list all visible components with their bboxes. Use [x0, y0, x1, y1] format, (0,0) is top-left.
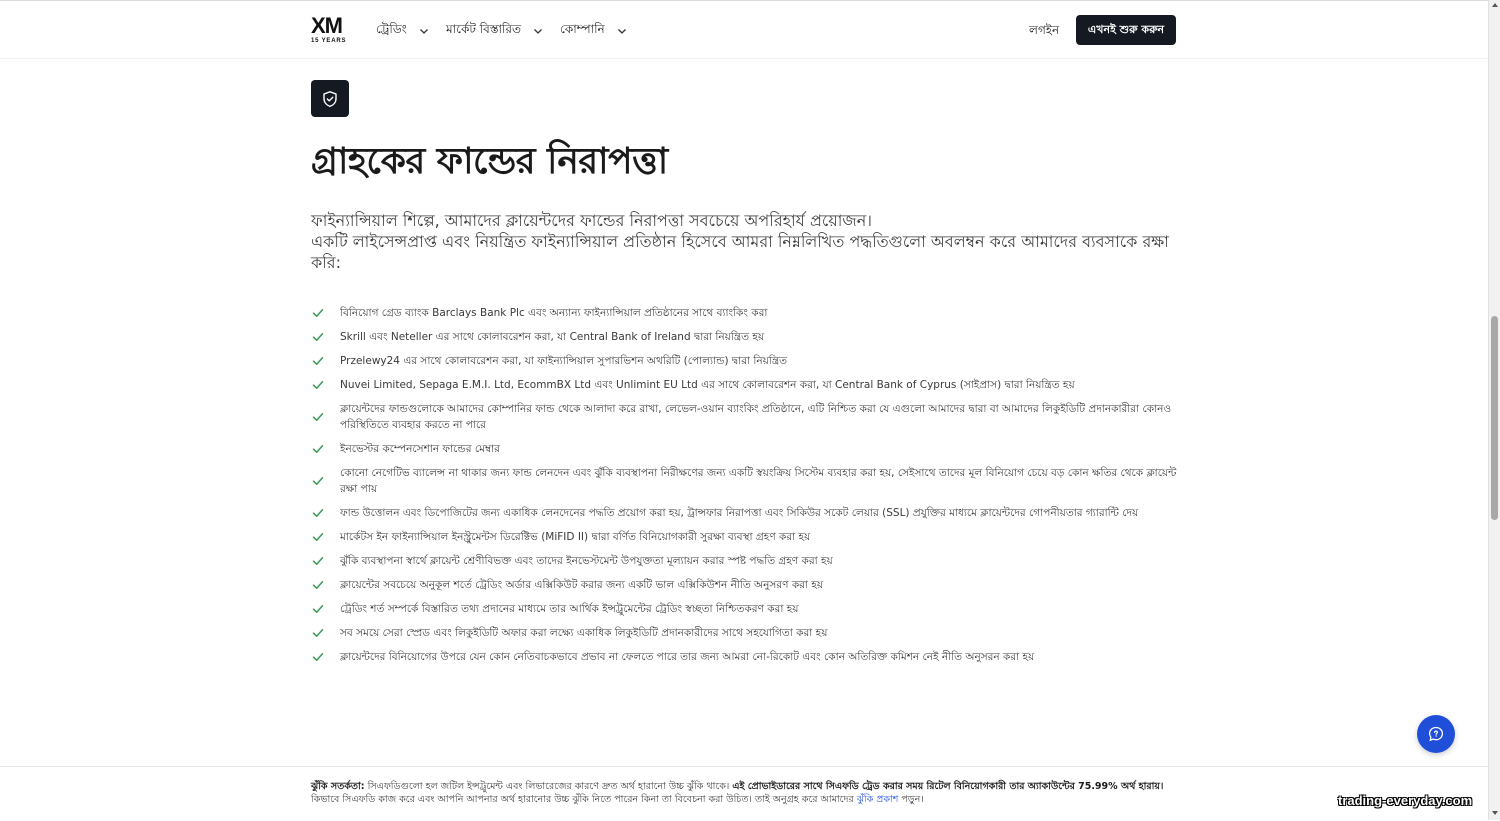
check-icon: [311, 650, 325, 664]
list-item: [311, 465, 1181, 497]
list-item: [311, 505, 1181, 521]
list-item-text: ক্লায়েন্টদের ফান্ডগুলোকে আমাদের কোম্পানির ফান্ড থেকে আলাদা করে রাখা, লেভেল-ওয়ান ব্যাংকিং প্রতিষ্ঠানে, এটি নিশ্চিত করা যে এগুলো আমাদের দ্বারা বা আমাদের লিকুইডিটি প্রদানকারীরা কোনও পরিস্থিতিতে ব্যবহার করতে না পারে: [340, 403, 1172, 431]
chevron-down-icon: [533, 26, 543, 36]
chevron-down-icon: [617, 26, 627, 36]
logo-mark: XM: [311, 13, 342, 38]
nav-company[interactable]: [560, 22, 627, 40]
risk-text-part: কিভাবে সিএফডি কাজ করে এবং আপনি আপনার অর্থ হারানোর উচ্চ ঝুঁকি নিতে পারেন কিনা তা বিবেচনা করা উচিত। তাই অনুগ্রহ করে আমাদের: [311, 794, 857, 805]
risk-text-part: পড়ুন।: [898, 794, 924, 805]
nav-company-label: কোম্পানি: [560, 22, 605, 36]
list-item: [311, 441, 1181, 457]
list-item: [311, 649, 1181, 665]
list-item: [311, 625, 1181, 641]
list-item: [311, 377, 1181, 393]
list-item: [311, 601, 1181, 617]
scroll-down-icon[interactable]: [1492, 811, 1498, 815]
nav-market-details-label: মার্কেট বিস্তারিত: [446, 22, 521, 36]
list-item-text: মার্কেটস ইন ফাইন্যান্সিয়াল ইনস্ট্রুমেন্টস ডিরেক্টিভ (MiFID II) দ্বারা বর্ণিত বিনিয়োগকারী সুরক্ষা ব্যবস্থা গ্রহণ করা হয়: [340, 531, 811, 543]
risk-disclosure-link[interactable]: ঝুঁকি প্রকাশ: [856, 794, 899, 805]
list-item-text: Skrill এবং Neteller এর সাথে কোলাবরেশন করা, যা Central Bank of Ireland দ্বারা নিয়ন্ত্রিত হয়: [340, 331, 765, 343]
list-item: [311, 553, 1181, 569]
list-item-text: ক্লায়েন্টের সবচেয়ে অনুকূল শর্তে ট্রেডিং অর্ডার এক্সিকিউট করার জন্য একটি ভাল এক্সিকিউশন নীতি অনুসরণ করা হয়: [340, 579, 824, 591]
check-icon: [311, 602, 325, 616]
list-item-text: ফান্ড উত্তোলন এবং ডিপোজিটের জন্য একাধিক লেনদেনের পদ্ধতি প্রয়োগ করা হয়, ট্রান্সফার নিরাপত্তা এবং সিকিউর সকেট লেয়ার (SSL) প্রযুক্তির মাধ্যমে ক্লায়েন্টদের গোপনীয়তার গ্যারান্টি দেয়: [340, 507, 1139, 519]
list-item-text: ক্লায়েন্টদের বিনিয়োগের উপরে যেন কোন নেতিবাচকভাবে প্রভাব না ফেলতে পারে তার জন্য আমরা নো-রিকোট এবং কোন অতিরিক্ত কমিশন নেই নীতি অনুসরন করা হয়: [340, 651, 1035, 663]
check-icon: [311, 410, 325, 424]
check-icon: [311, 554, 325, 568]
check-icon: [311, 442, 325, 456]
check-icon: [311, 626, 325, 640]
intro-paragraph: ফাইন্যান্সিয়াল শিল্পে, আমাদের ক্লায়েন্টদের ফান্ডের নিরাপত্তা সবচেয়ে অপরিহার্য প্রয়োজন।: [311, 211, 873, 230]
list-item: [311, 529, 1181, 545]
check-icon: [311, 530, 325, 544]
list-item-text: কোনো নেগেটিভ ব্যালেন্স না থাকার জন্য ফান্ড লেনদেন এবং ঝুঁকি ব্যবস্থাপনা নিরীক্ষণের জন্য একটি স্বয়ংক্রিয় সিস্টেম ব্যবহার করা হয়, সেইসাথে তাদের মূল বিনিয়োগ চেয়ে বড় কোন ক্ষতির থেকে ক্লায়েন্ট রক্ষা পায়: [340, 467, 1177, 495]
scroll-up-icon[interactable]: [1492, 3, 1498, 7]
protection-feature-list: [311, 305, 1181, 673]
list-item: [311, 305, 1181, 321]
check-icon: [311, 506, 325, 520]
list-item-text: ঝুঁকি ব্যবস্থাপনা স্বার্থে ক্লায়েন্ট শ্রেণীবিভক্ত এবং তাদের ইনভেস্টমেন্ট উপযুক্ততা মূল্যায়ন করার স্পষ্ট পদ্ধতি গ্রহণ করা হয়: [340, 555, 833, 567]
list-item: [311, 401, 1181, 433]
list-item-text: ট্রেডিং শর্ত সম্পর্কে বিস্তারিত তথ্য প্রদানের মাধ্যমে তার আর্থিক ইন্সট্রুমেন্টের ট্রেডিং স্বচ্ছতা নিশ্চিতকরণ করা হয়: [340, 603, 799, 615]
start-now-button[interactable]: এখনই শুরু করুন: [1076, 15, 1176, 45]
list-item: [311, 329, 1181, 345]
intro-paragraph: একটি লাইসেন্সপ্রাপ্ত এবং নিয়ন্ত্রিত ফাইন্যান্সিয়াল প্রতিষ্ঠান হিসেবে আমরা নিম্নলিখিত পদ্ধতিগুলো অবলম্বন করে আমাদের ব্যবসাকে রক্ষা করি:: [311, 232, 1169, 272]
list-item: [311, 577, 1181, 593]
check-icon: [311, 330, 325, 344]
nav-market-details[interactable]: [446, 22, 543, 40]
risk-text-part: সিএফডিগুলো হল জটিল ইন্সট্রুমেন্ট এবং লিভারেজের কারণে দ্রুত অর্থ হারানো উচ্চ ঝুঁকি থাকে।: [364, 781, 733, 792]
page-title: গ্রাহকের ফান্ডের নিরাপত্তা: [311, 141, 668, 182]
shield-check-icon: [311, 80, 349, 117]
check-icon: [311, 306, 325, 320]
check-icon: [311, 354, 325, 368]
check-icon: [311, 578, 325, 592]
list-item-text: সব সময়ে সেরা স্প্রেড এবং লিকুইডিটি অফার করা লক্ষ্যে একাধিক লিকুইডিটি প্রদানকারীদের সাথে সহযোগিতা করা হয়: [340, 627, 828, 639]
page-scrollbar[interactable]: [1488, 0, 1500, 820]
chat-help-icon: [1427, 725, 1445, 743]
check-icon: [311, 378, 325, 392]
list-item-text: ইনভেস্টর কম্পেনসেশান ফান্ডের মেম্বার: [340, 443, 500, 455]
risk-warning-label: ঝুঁকি সতর্কতা:: [311, 781, 365, 792]
scrollbar-thumb[interactable]: [1491, 316, 1498, 520]
nav-trading-label: ট্রেডিং: [376, 22, 407, 36]
login-link[interactable]: লগইন: [1029, 23, 1060, 37]
list-item-text: বিনিয়োগ গ্রেড ব্যাংক Barclays Bank Plc এবং অন্যান্য ফাইন্যান্সিয়াল প্রতিষ্ঠানের সাথে ব্যাংকিং করা: [340, 307, 768, 319]
list-item: [311, 353, 1181, 369]
risk-warning-bar: [0, 766, 1488, 821]
xm-logo[interactable]: [311, 15, 353, 45]
risk-loss-percentage: এই প্রোভাইডারের সাথে সিএফডি ট্রেড করার সময় রিটেল বিনিয়োগকারী তার অ্যাকাউন্টের 75.99% অর্থ হারায়।: [732, 781, 1164, 792]
chat-help-button[interactable]: [1417, 715, 1455, 753]
list-item-text: Przelewy24 এর সাথে কোলাবরেশন করা, যা ফাইন্যান্সিয়াল সুপারভিশন অথরিটি (পোল্যান্ড) দ্বারা নিয়ন্ত্রিত: [340, 355, 787, 367]
intro-text: [311, 210, 1186, 273]
navbar: [0, 1, 1488, 59]
logo-subtitle: 15 YEARS: [311, 38, 347, 44]
list-item-text: Nuvei Limited, Sepaga E.M.I. Ltd, EcommBX Ltd এবং Unlimint EU Ltd এর সাথে কোলাবরেশন করা, যা Central Bank of Cyprus (সাইপ্রাস) দ্বারা নিয়ন্ত্রিত হয়: [340, 379, 1075, 391]
watermark: trading-everyday.com: [1338, 793, 1473, 808]
risk-warning-text: [311, 780, 1181, 806]
nav-trading[interactable]: [376, 22, 429, 40]
check-icon: [311, 474, 325, 488]
chevron-down-icon: [419, 26, 429, 36]
